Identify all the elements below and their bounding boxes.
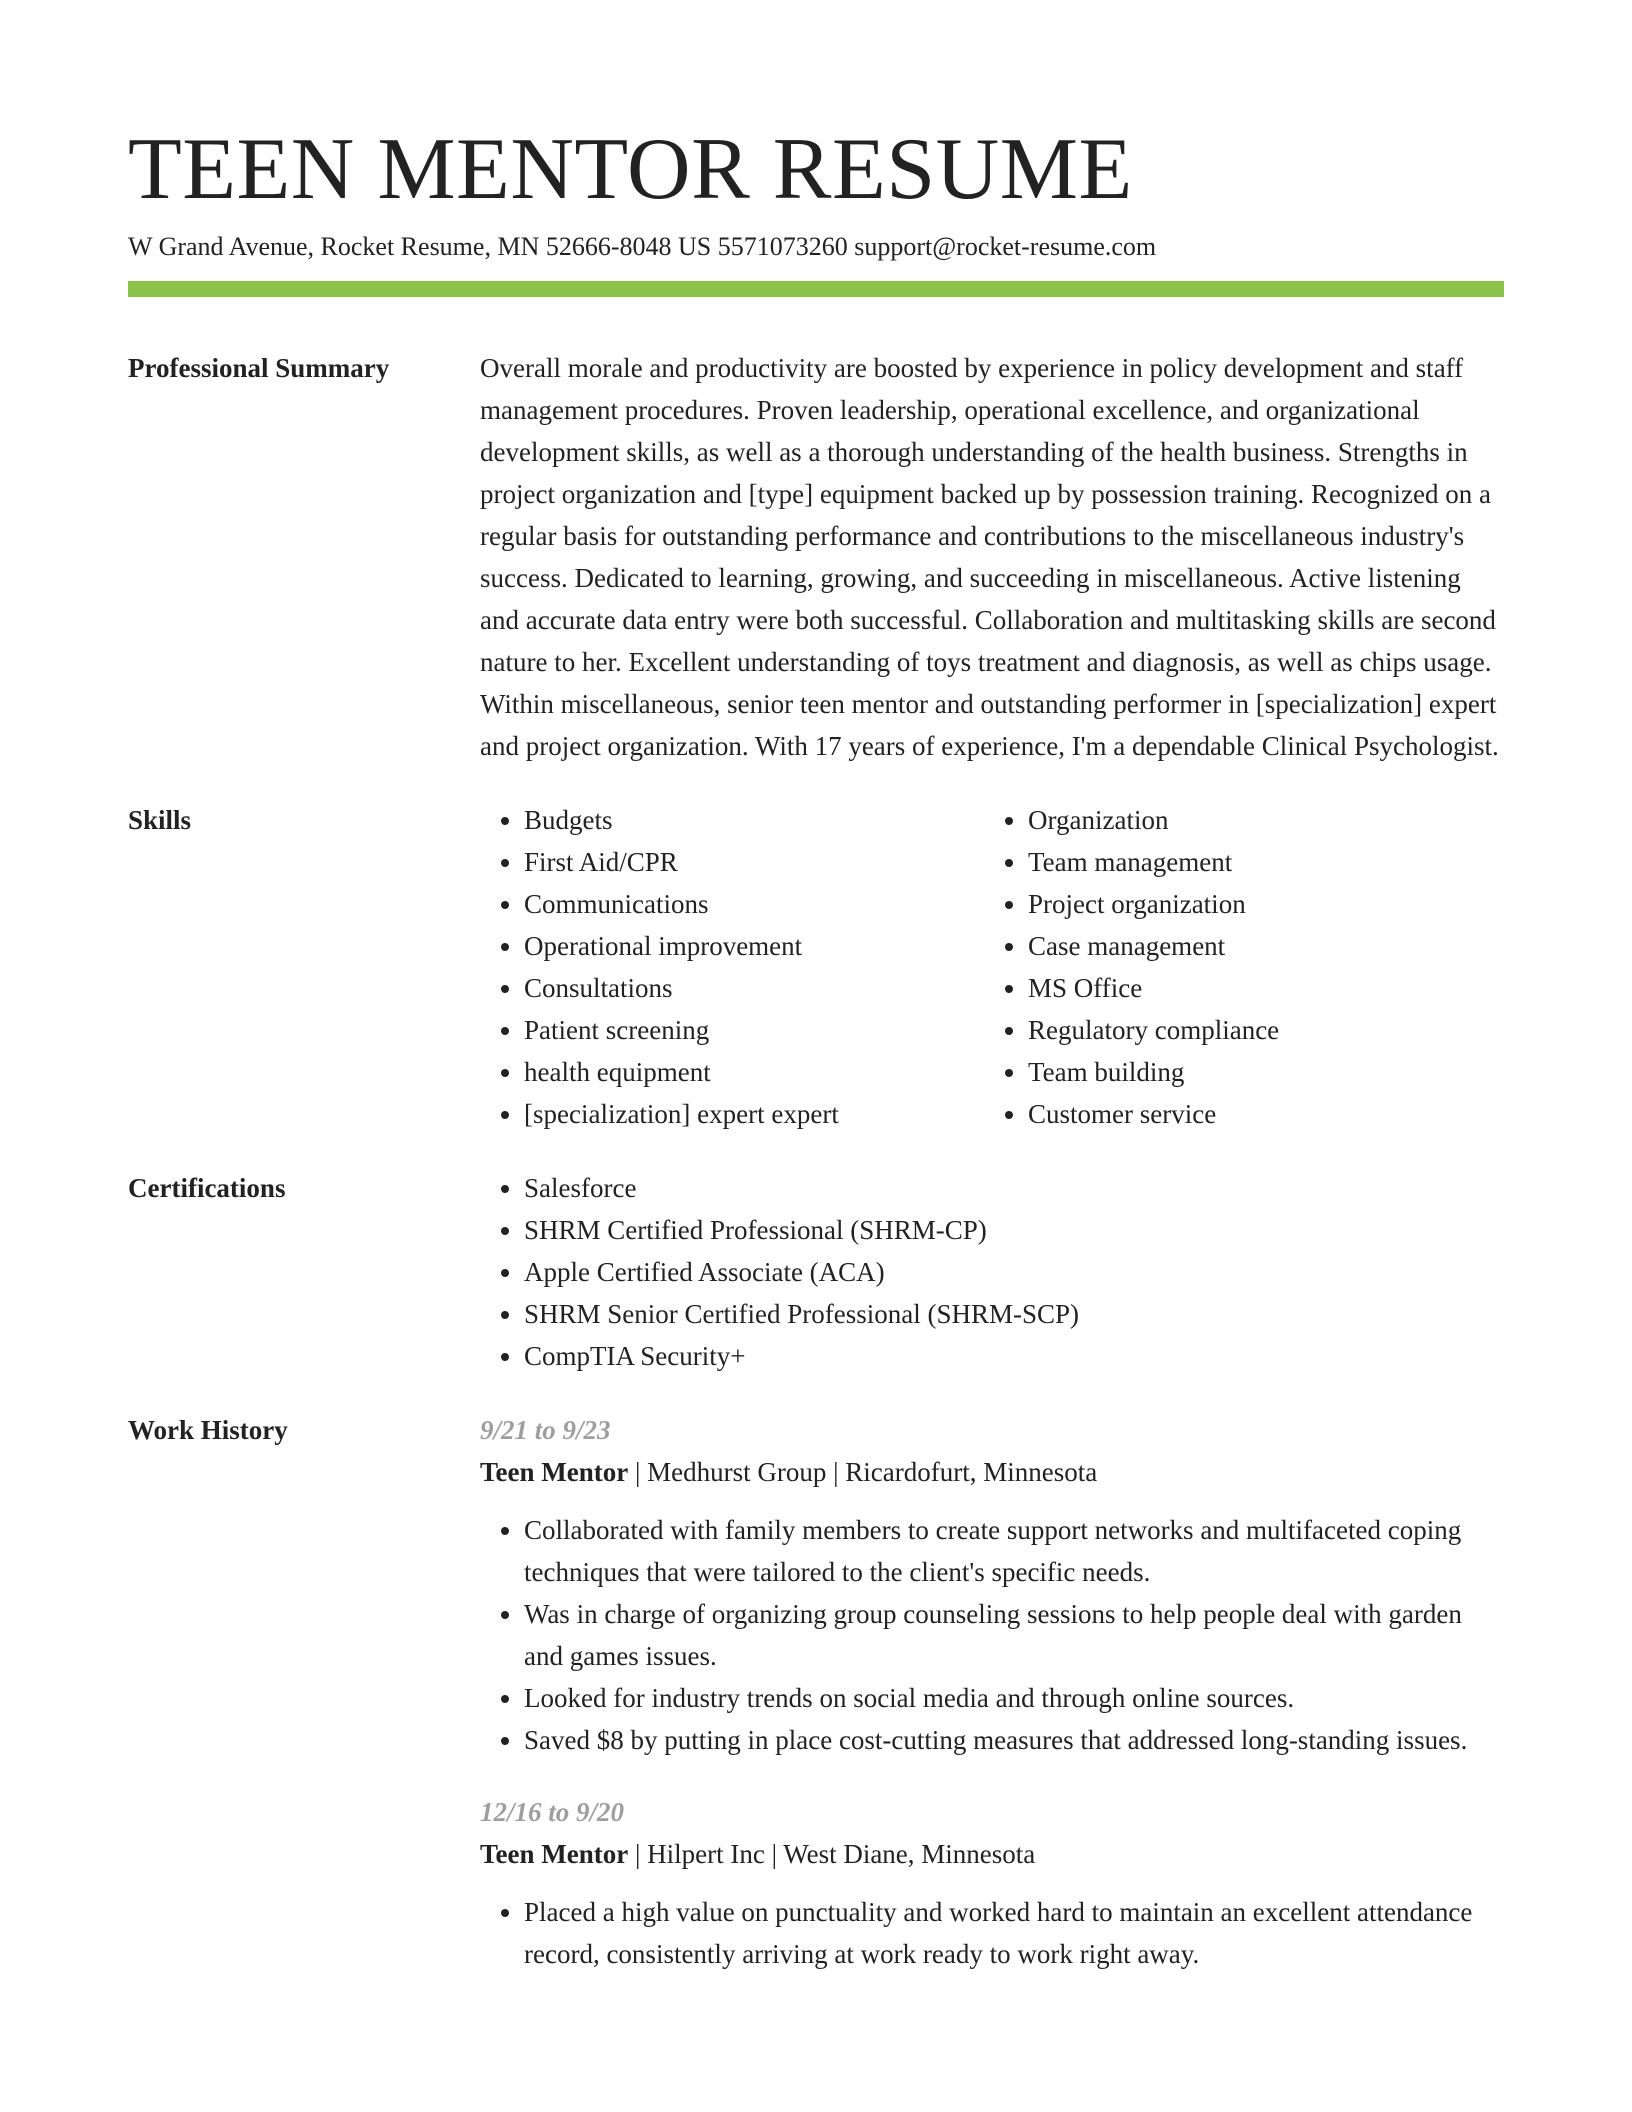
certifications-section <box>128 1167 1504 1377</box>
work-history-content <box>480 1409 1504 1975</box>
summary-text: Overall morale and productivity are boosted by experience in policy development and staff management procedures. Proven leadership, operational excellence, and organizational development skills, as well as a thorough understanding of the health business. Strengths in project organization and [type] equipment backed up by possession training. Recognized on a regular basis for outstanding performance and contributions to the miscellaneous industry's success. Dedicated to learning, growing, and succeeding in miscellaneous. Active listening and accurate data entry were both successful. Collaboration and multitasking skills are second nature to her. Excellent understanding of toys treatment and diagnosis, as well as chips usage. Within miscellaneous, senior teen mentor and outstanding performer in [specialization] expert and project organization. With 17 years of experience, I'm a dependable Clinical Psychologist. <box>480 353 1499 761</box>
job-entry <box>480 1791 1504 1975</box>
job-entry <box>480 1409 1504 1761</box>
certification-item: • Salesforce <box>524 1167 1504 1209</box>
job-heading <box>480 1451 1504 1493</box>
job-title: Teen Mentor <box>480 1457 629 1487</box>
certification-item: • SHRM Senior Certified Professional (SHRM-SCP) <box>524 1293 1504 1335</box>
resume-page <box>128 0 1504 1975</box>
certifications-list <box>480 1167 1504 1377</box>
skill-item: • Communications <box>524 883 984 925</box>
skill-item: • Organization <box>1028 799 1488 841</box>
skill-item: • Budgets <box>524 799 984 841</box>
skills-column-1 <box>480 799 984 1135</box>
job-bullet: • Looked for industry trends on social media and through online sources. <box>524 1677 1504 1719</box>
skill-item: • Case management <box>1028 925 1488 967</box>
certification-item: • Apple Certified Associate (ACA) <box>524 1251 1504 1293</box>
job-bullet: • Collaborated with family members to create support networks and multifaceted coping techniques that were tailored to the client's specific needs. <box>524 1509 1504 1593</box>
skill-item: • Patient screening <box>524 1009 984 1051</box>
skills-section <box>128 799 1504 1135</box>
skill-item: • MS Office <box>1028 967 1488 1009</box>
skill-item: • Project organization <box>1028 883 1488 925</box>
job-employer-location: | Medhurst Group | Ricardofurt, Minnesota <box>628 1457 1098 1487</box>
job-employer-location: | Hilpert Inc | West Diane, Minnesota <box>628 1839 1036 1869</box>
summary-content <box>480 347 1504 767</box>
job-bullets <box>480 1509 1504 1761</box>
summary-label: Professional Summary <box>128 353 390 383</box>
summary-section <box>128 347 1504 767</box>
skill-item: • health equipment <box>524 1051 984 1093</box>
resume-title: TEEN MENTOR RESUME <box>128 121 1133 218</box>
accent-divider <box>128 281 1504 297</box>
skill-item: • [specialization] expert expert <box>524 1093 984 1135</box>
skill-item: • Team management <box>1028 841 1488 883</box>
skill-item: • Operational improvement <box>524 925 984 967</box>
skill-item: • Team building <box>1028 1051 1488 1093</box>
work-history-section <box>128 1409 1504 1975</box>
certification-item: • SHRM Certified Professional (SHRM-CP) <box>524 1209 1504 1251</box>
certifications-label: Certifications <box>128 1173 286 1203</box>
work-history-label: Work History <box>128 1415 288 1445</box>
contact-line: W Grand Avenue, Rocket Resume, MN 52666-8048 US 5571073260 support@rocket-resume.com <box>128 232 1157 261</box>
skills-content <box>480 799 1504 1135</box>
job-bullet: • Placed a high value on punctuality and worked hard to maintain an excellent attendance record, consistently arriving at work ready to work right away. <box>524 1891 1504 1975</box>
job-dates: 12/16 to 9/20 <box>480 1797 625 1827</box>
job-bullet: • Was in charge of organizing group counseling sessions to help people deal with garden and games issues. <box>524 1593 1504 1677</box>
job-title: Teen Mentor <box>480 1839 629 1869</box>
job-bullet: • Saved $8 by putting in place cost-cutting measures that addressed long-standing issues. <box>524 1719 1504 1761</box>
job-bullets <box>480 1891 1504 1975</box>
skills-column-2 <box>984 799 1488 1135</box>
certification-item: • CompTIA Security+ <box>524 1335 1504 1377</box>
skill-item: • First Aid/CPR <box>524 841 984 883</box>
skill-item: • Customer service <box>1028 1093 1488 1135</box>
skill-item: • Regulatory compliance <box>1028 1009 1488 1051</box>
job-dates: 9/21 to 9/23 <box>480 1415 611 1445</box>
skills-label: Skills <box>128 805 192 835</box>
job-heading <box>480 1833 1504 1875</box>
skill-item: • Consultations <box>524 967 984 1009</box>
certifications-content <box>480 1167 1504 1377</box>
